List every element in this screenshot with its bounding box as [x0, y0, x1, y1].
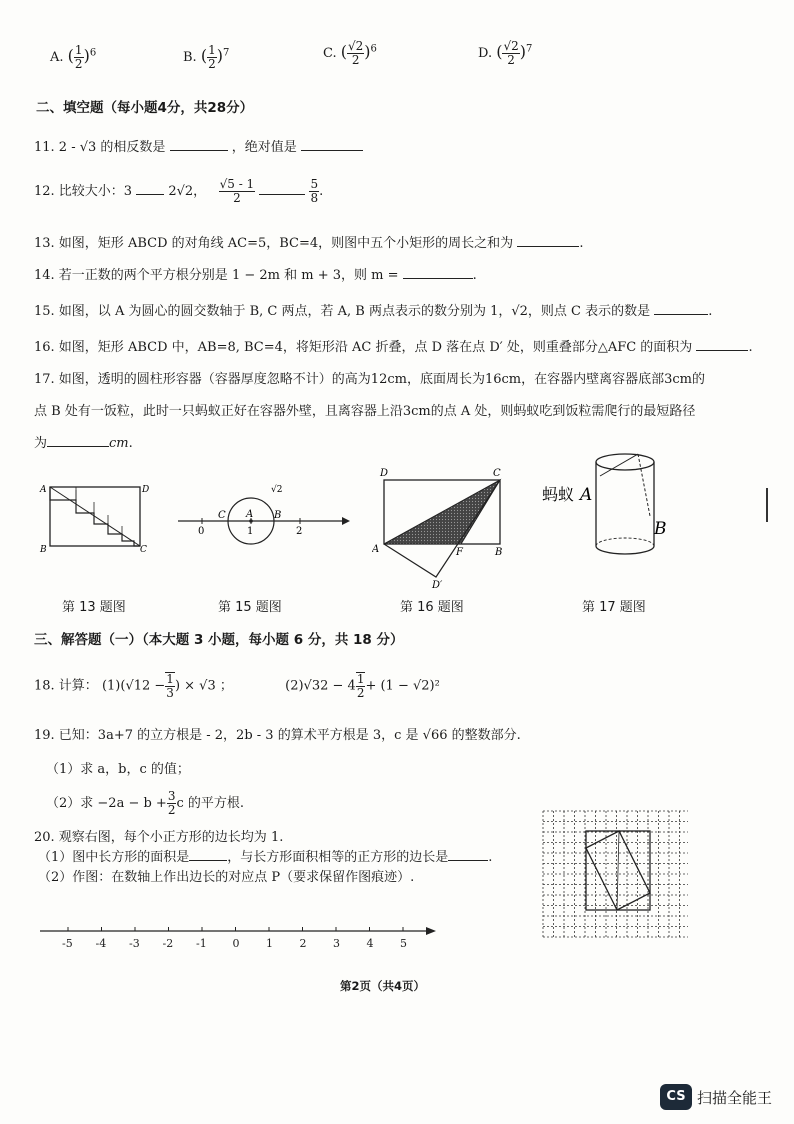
answer-blank[interactable] [259, 182, 305, 195]
answer-blank[interactable] [654, 302, 708, 315]
answer-blank[interactable] [136, 182, 164, 195]
number-line-label: -1 [196, 937, 207, 950]
question-14: 14. 若一正数的两个平方根分别是 1 − 2m 和 m + 3，则 m = . [34, 268, 477, 283]
section3-title: 三、解答题（一）（本大题 3 小题，每小题 6 分，共 18 分） [34, 632, 404, 648]
question-20: 20. 观察右图，每个小正方形的边长均为 1. [34, 830, 284, 845]
q10-option-a: A. ( $\frac{1}{2}$ )$^6$ [50, 43, 97, 71]
fig13-caption: 第 13 题图 [62, 600, 126, 615]
grid-figure [538, 806, 688, 942]
question-19: 19. 已知：3a+7 的立方根是 - 2，2b - 3 的算术平方根是 3，c 是 √66 的整数部分. [34, 728, 521, 743]
number-line-label: 5 [400, 937, 407, 950]
question-16: 16. 如图，矩形 ABCD 中，AB=8, BC=4，将矩形沿 AC 折叠，点 D 落在点 D′ 处，则重叠部分△AFC 的面积为 . [34, 340, 753, 355]
label-c: C [140, 545, 147, 555]
label-a: A [580, 485, 593, 505]
label-c: C [493, 468, 501, 479]
number-line-label: -3 [129, 937, 140, 950]
scanner-logo: CS [660, 1084, 692, 1110]
q10-option-c: C. ( $\frac{√2}{2}$ )$^6$ [323, 39, 377, 67]
question-13: 13. 如图，矩形 ABCD 的对角线 AC=5，BC=4，则图中五个小矩形的周长之和为 . [34, 236, 584, 251]
question-20-part2: （2）作图：在数轴上作出边长的对应点 P（要求保留作图痕迹）. [38, 870, 415, 885]
fig16-caption: 第 16 题图 [400, 600, 464, 615]
option-letter: A. [50, 50, 64, 65]
section2-title: 二、填空题（每小题4分，共28分） [36, 100, 254, 116]
page-footer: 第2页（共4页） [340, 979, 426, 993]
scanner-name: 扫描全能王 [697, 1089, 773, 1107]
number-line-label: -5 [62, 937, 73, 950]
label-dprime: D′ [432, 580, 443, 591]
number-line [36, 920, 440, 954]
question-12: 12. 比较大小：3 2√2， $\frac{√5 - 1}{2}$ $\frac{5}{8}$ . [34, 177, 324, 205]
number-line-label: 2 [299, 937, 307, 950]
fig15-caption: 第 15 题图 [218, 600, 282, 615]
number-line-label: 4 [366, 937, 374, 950]
answer-blank[interactable] [301, 138, 363, 151]
answer-blank[interactable] [170, 138, 228, 151]
number-line-label: 1 [266, 937, 273, 950]
question-17-line1: 17. 如图，透明的圆柱形容器（容器厚度忽略不计）的高为12cm，底面周长为16cm，在容器内壁离容器底部3cm的 [34, 372, 705, 387]
figure-17 [540, 450, 680, 566]
figure-15 [176, 478, 352, 558]
answer-blank[interactable] [47, 434, 109, 447]
label-d: D [380, 468, 389, 479]
answer-blank[interactable] [403, 266, 473, 279]
label-c: C [218, 510, 226, 521]
number-line-label: -2 [162, 937, 174, 950]
tick-1: 1 [247, 526, 254, 537]
question-17-line2: 点 B 处有一饭粒，此时一只蚂蚁正好在容器外壁，且离容器上沿3cm的点 A 处，则蚂蚁吃到饭粒需爬行的最短路径 [34, 404, 696, 419]
question-11: 11. 2 - √3 的相反数是 ，绝对值是 [34, 136, 363, 155]
answer-blank[interactable] [448, 848, 488, 861]
margin-mark [766, 488, 768, 522]
tick-2: 2 [296, 526, 303, 537]
label-f: F [456, 547, 463, 558]
figure-16 [372, 464, 512, 594]
label-b: B [654, 519, 667, 539]
number-line-label: 0 [232, 937, 240, 950]
fig17-caption: 第 17 题图 [582, 600, 646, 615]
figure-13 [36, 478, 156, 562]
ant-label: 蚂蚁 [542, 485, 575, 504]
question-17-line3: 为 cm. [34, 436, 133, 451]
answer-blank[interactable] [517, 234, 579, 247]
label-b: B [495, 547, 503, 558]
question-18: 18. 计算： (1)(√12 − $\frac{1}{3}$ ) × √3 ； (2)√32 − 4 $\frac{1}{2}$ + (1 − √2)² [34, 672, 440, 700]
question-19-part1: （1）求 a，b，c 的值； [46, 762, 190, 777]
label-a: A [372, 544, 380, 555]
number-line-label: -4 [95, 937, 107, 950]
question-19-part2: （2）求 −2a − b + $\frac{3}{2}$ c 的平方根. [46, 789, 245, 817]
q10-option-b: B. ( $\frac{1}{2}$ )$^7$ [183, 43, 230, 71]
question-15: 15. 如图，以 A 为圆心的圆交数轴于 B, C 两点，若 A, B 两点表示的数分别为 1，√2，则点 C 表示的数是 . [34, 304, 713, 319]
tick-0: 0 [198, 526, 205, 537]
label-b: B [274, 510, 282, 521]
sqrt2-mark: √2 [271, 485, 283, 495]
label-d: D [142, 485, 150, 495]
label-b: B [40, 545, 47, 555]
question-20-part1: （1）图中长方形的面积是 ，与长方形面积相等的正方形的边长是 . [38, 850, 493, 865]
label-a: A [40, 485, 47, 495]
number-line-label: 3 [333, 937, 340, 950]
q10-option-d: D. ( $\frac{√2}{2}$ )$^7$ [478, 39, 533, 67]
answer-blank[interactable] [696, 338, 748, 351]
label-a: A [246, 509, 254, 520]
answer-blank[interactable] [189, 848, 227, 861]
